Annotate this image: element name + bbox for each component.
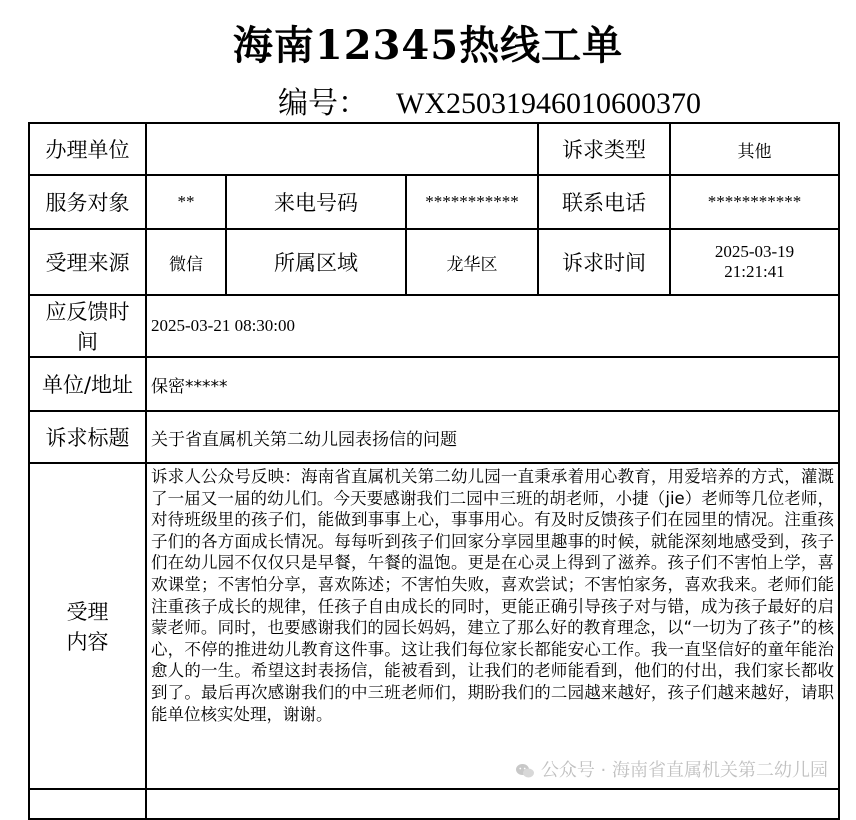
serial-line	[278, 78, 701, 122]
work-order-table	[28, 122, 840, 820]
contact-phone-label: 联系电话	[538, 175, 670, 229]
contact-phone-value: ***********	[670, 175, 839, 229]
request-time-label: 诉求时间	[538, 229, 670, 295]
caller-number-value: ***********	[406, 175, 538, 229]
source-label: 受理来源	[29, 229, 146, 295]
wechat-icon	[515, 763, 535, 779]
content-body: 诉求人公众号反映：海南省直属机关第二幼儿园一直秉承着用心教育，用爱培养的方式，灌溉了一届又一届的幼儿们。今天要感谢我们二园中三班的胡老师，小捷（jie）老师等几位老师，对待班级里的孩子们，能做到事事上心，事事用心。有及时反馈孩子们在园里的情况。注重孩子们的各方面成长情况。每每听到孩子们回家分享园里趣事的时候，就能深刻地感受到，孩子们在幼儿园不仅仅只是早餐，午餐的温饱。更是在心灵上得到了滋养。孩子们不害怕上学，喜欢课堂；不害怕分享，喜欢陈述；不害怕失败，喜欢尝试；不害怕家务，喜欢我来。老师们能注重孩子成长的规律，任孩子自由成长的同时，更能正确引导孩子对与错，成为孩子最好的启蒙老师。同时，也要感谢我们的园长妈妈，建立了那么好的教育理念，以“一切为了孩子”的核心，不停的推进幼儿教育这件事。这让我们每位家长都能安心工作。我一直坚信好的童年能治愈人的一生。希望这封表扬信，能被看到，让我们的老师能看到，他们的付出，我们家长都收到了。最后再次感谢我们的中三班老师们，期盼我们的二园越来越好，孩子们越来越好，请职能单位核实处理，谢谢。	[146, 463, 839, 789]
service-target-label: 服务对象	[29, 175, 146, 229]
serial-number: WX25031946010600370	[396, 87, 701, 120]
content-label-line1: 受理	[66, 600, 109, 624]
request-time-clock: 21:21:41	[724, 262, 785, 281]
feedback-time-label-line2: 间	[77, 330, 98, 354]
request-title-value: 关于省直属机关第二幼儿园表扬信的问题	[146, 411, 839, 463]
content-label	[29, 463, 146, 789]
source-value: 微信	[146, 229, 226, 295]
handling-unit-label: 办理单位	[29, 123, 146, 175]
serial-label: 编号：	[278, 86, 368, 121]
request-type-label: 诉求类型	[538, 123, 670, 175]
request-title-label: 诉求标题	[29, 411, 146, 463]
region-value: 龙华区	[406, 229, 538, 295]
next-row-label	[29, 789, 146, 819]
content-label-line2: 内容	[66, 630, 109, 654]
feedback-time-value: 2025-03-21 08:30:00	[146, 295, 839, 357]
watermark	[515, 756, 828, 782]
next-row-value	[146, 789, 839, 819]
request-time-date: 2025-03-19	[714, 242, 795, 261]
region-label: 所属区域	[226, 229, 406, 295]
feedback-time-label	[29, 295, 146, 357]
page-title: 海南12345热线工单	[232, 22, 624, 69]
address-label: 单位/地址	[29, 357, 146, 411]
request-time-value	[670, 229, 839, 295]
service-target-value: **	[146, 175, 226, 229]
watermark-text: 公众号 · 海南省直属机关第二幼儿园	[540, 760, 828, 781]
request-type-value: 其他	[670, 123, 839, 175]
address-value: 保密*****	[146, 357, 839, 411]
handling-unit-value	[146, 123, 538, 175]
caller-number-label: 来电号码	[226, 175, 406, 229]
feedback-time-label-line1: 应反馈时	[45, 300, 130, 324]
